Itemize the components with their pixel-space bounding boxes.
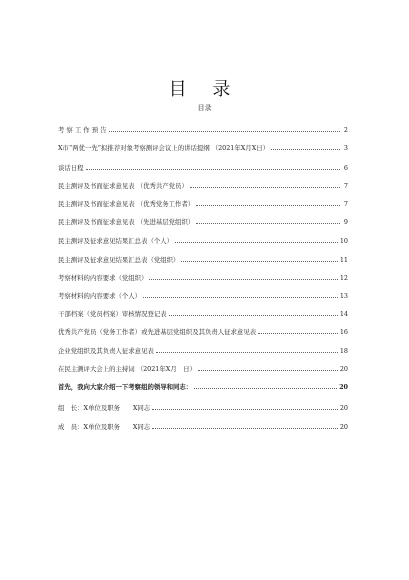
toc-entry-title: 民主测评及征求意见结果汇总表（个人） bbox=[58, 237, 174, 245]
toc-entry-title: 考 察 工 作 预 告 bbox=[58, 126, 107, 134]
toc-entry[interactable] bbox=[58, 308, 348, 318]
toc-leader-dots bbox=[198, 370, 338, 371]
toc-entry-title: 组 长：X单位及职务 X同志 bbox=[58, 404, 151, 412]
toc-entry-title: 干部档案（党员档案）审核情况登记表 bbox=[58, 310, 167, 318]
toc-entry-title: 民主测评及书面征求意见表 （优秀党务工作者） bbox=[58, 200, 195, 208]
toc-entry[interactable] bbox=[58, 162, 348, 172]
toc-leader-dots bbox=[258, 333, 338, 334]
toc-leader-dots bbox=[271, 149, 340, 150]
toc-entry-title: 在民主测评大会上的主持词 （2021年X月 日） bbox=[58, 365, 196, 373]
toc-entry-page-number: 7 bbox=[343, 200, 348, 208]
toc-entry-page-number: 10 bbox=[339, 237, 348, 245]
toc-entry-title: 考察材料的内容要求（党组织） bbox=[58, 274, 148, 282]
toc-entry-title: 谈话日程 bbox=[58, 164, 84, 172]
toc-entry[interactable] bbox=[58, 421, 348, 431]
toc-entry[interactable] bbox=[58, 345, 348, 355]
toc-entry-title: 优秀共产党员（党务工作者）或先进基层党组织及其负责人征求意见表 bbox=[58, 328, 257, 336]
toc-entry-title: 民主测评及征求意见结果汇总表（党组织） bbox=[58, 256, 180, 264]
toc-entry-page-number: 16 bbox=[339, 328, 348, 336]
toc-entry-page-number: 7 bbox=[343, 182, 348, 190]
toc-entry-page-number: 13 bbox=[339, 292, 348, 300]
toc-entry-title: X市“两优一先”拟推荐对象考察测评会议上的讲话提纲 （2021年X月X日） bbox=[58, 144, 270, 152]
toc-entry[interactable] bbox=[58, 272, 348, 282]
toc-entry[interactable] bbox=[58, 254, 348, 264]
toc-leader-dots bbox=[156, 352, 338, 353]
toc-leader-dots bbox=[86, 169, 340, 170]
toc-leader-dots bbox=[190, 187, 340, 188]
toc-leader-dots bbox=[194, 388, 337, 389]
toc-entry-page-number: 14 bbox=[339, 310, 348, 318]
toc-entry-page-number: 11 bbox=[339, 256, 348, 264]
toc-entry[interactable] bbox=[58, 216, 348, 226]
toc-entry-page-number: 9 bbox=[343, 218, 348, 226]
toc-leader-dots bbox=[175, 242, 338, 243]
toc-entry-page-number: 20 bbox=[339, 365, 348, 373]
toc-leader-dots bbox=[149, 279, 337, 280]
toc-entry[interactable] bbox=[58, 124, 348, 134]
toc-entry-title: 成 员：X单位及职务 X同志 bbox=[58, 423, 151, 431]
toc-entry-page-number: 12 bbox=[339, 274, 348, 282]
toc-entry[interactable] bbox=[58, 363, 348, 373]
toc-entry-title: 民主测评及书面征求意见表 （优秀共产党员） bbox=[58, 182, 188, 190]
toc-entry-page-number: 20 bbox=[339, 383, 348, 391]
toc-entry[interactable] bbox=[58, 142, 348, 152]
toc-entry-title: 考察材料的内容要求（个人） bbox=[58, 292, 142, 300]
toc-leader-dots bbox=[152, 428, 338, 429]
toc-entry-page-number: 20 bbox=[339, 423, 348, 431]
page-title: 目 录 bbox=[168, 79, 241, 100]
toc-leader-dots bbox=[109, 131, 340, 132]
toc-entry-page-number: 2 bbox=[343, 126, 348, 134]
toc-entry-title: 民主测评及书面征求意见表 （先进基层党组织） bbox=[58, 218, 195, 226]
toc-leader-dots bbox=[181, 261, 337, 262]
toc-entry[interactable] bbox=[58, 381, 348, 391]
toc-entry-title: 首先，我向大家介绍一下考察组的领导和同志： bbox=[58, 383, 193, 391]
toc-entry-page-number: 18 bbox=[339, 347, 348, 355]
toc-leader-dots bbox=[152, 409, 338, 410]
toc-entry-page-number: 3 bbox=[343, 144, 348, 152]
toc-entry[interactable] bbox=[58, 198, 348, 208]
toc-leader-dots bbox=[196, 205, 340, 206]
toc-leader-dots bbox=[169, 315, 338, 316]
toc-entry[interactable] bbox=[58, 180, 348, 190]
toc-entry[interactable] bbox=[58, 402, 348, 412]
toc-leader-dots bbox=[196, 223, 340, 224]
toc-entry[interactable] bbox=[58, 290, 348, 300]
page-subtitle: 目录 bbox=[197, 104, 212, 112]
toc-leader-dots bbox=[143, 297, 338, 298]
toc-entry-page-number: 6 bbox=[343, 164, 348, 172]
toc-entry-page-number: 20 bbox=[339, 404, 348, 412]
toc-entry-title: 企业党组织及其负责人征求意见表 bbox=[58, 347, 154, 355]
toc-entry[interactable] bbox=[58, 235, 348, 245]
toc-entry[interactable] bbox=[58, 326, 348, 336]
